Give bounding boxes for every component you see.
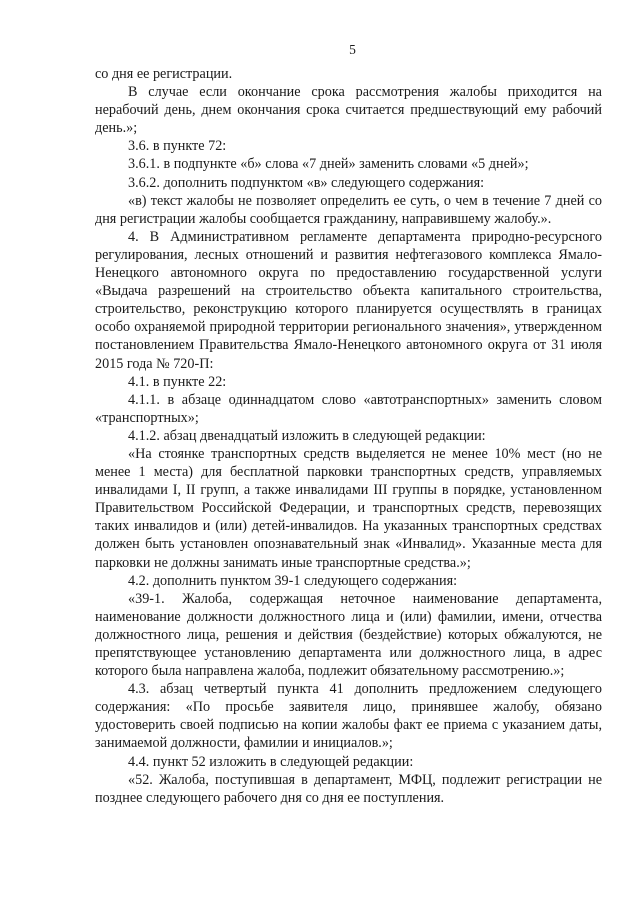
paragraph: 3.6.1. в подпункте «б» слова «7 дней» заменить словами «5 дней»;	[128, 156, 529, 173]
page-number: 5	[349, 42, 356, 57]
document-body	[95, 65, 602, 807]
paragraph: 4.3. абзац четвертый пункта 41 дополнить предложением следующего содержания: «По просьбе заявителя лицо, принявшее жалобу, обязано удостоверить своей подписью на копии жалобы факт ее приема с указанием даты, занимаемой должности, фамилии и инициалов.»;	[95, 681, 602, 752]
paragraph: «На стоянке транспортных средств выделяется не менее 10% мест (но не менее 1 места) для бесплатной парковки транспортных средств, управляемых инвалидами I, II групп, а также инвалидами III группы в порядке, установленном Правительством Российской Федерации, и транспортных средств, перевозящих таких инвалидов и (или) детей-инвалидов. На указанных транспортных средствах должен быть установлен опознавательный знак «Инвалид». Указанные места для парковки не должны занимать иные транспортные средства.»;	[95, 445, 602, 571]
paragraph: В случае если окончание срока рассмотрения жалобы приходится на нерабочий день, днем окончания срока считается предшествующий ему рабочий день.»;	[95, 84, 602, 137]
paragraph: 4.1.1. в абзаце одиннадцатом слово «автотранспортных» заменить словом «транспортных»;	[95, 391, 602, 426]
paragraph: 4.2. дополнить пунктом 39-1 следующего содержания:	[128, 572, 458, 589]
paragraph: 3.6.2. дополнить подпунктом «в» следующего содержания:	[128, 174, 485, 191]
paragraph: 4.1.2. абзац двенадцатый изложить в следующей редакции:	[128, 427, 486, 444]
paragraph: «39-1. Жалоба, содержащая неточное наименование департамента, наименование должности должностного лица и (или) фамилии, имени, отчества должностного лица, решения и действия (бездействие) которых обжалуются, не препятствующее установлению департамента или должностного лица, в адрес которого была направлена жалоба, подлежит обязательному рассмотрению.»;	[95, 590, 602, 680]
paragraph: 3.6. в пункте 72:	[128, 138, 227, 155]
paragraph: 4.4. пункт 52 изложить в следующей редакции:	[128, 753, 414, 770]
paragraph: «52. Жалоба, поступившая в департамент, МФЦ, подлежит регистрации не позднее следующего рабочего дня со дня ее поступления.	[95, 771, 602, 806]
paragraph: со дня ее регистрации.	[95, 66, 233, 82]
paragraph: 4. В Административном регламенте департамента природно-ресурсного регулирования, лесных отношений и развития нефтегазового комплекса Ямало-Ненецкого автономного округа по предоставлению государственной услуги «Выдача разрешений на строительство объекта капитального строительства, строительство, реконструкцию которого планируется осуществлять в границах особо охраняемой природной территории регионального значения», утвержденном постановлением Правительства Ямало-Ненецкого автономного округа от 31 июля 2015 года № 720-П:	[95, 228, 602, 372]
paragraph: 4.1. в пункте 22:	[128, 373, 227, 390]
paragraph: «в) текст жалобы не позволяет определить ее суть, о чем в течение 7 дней со дня регистрации жалобы сообщается гражданину, направившему жалобу.».	[95, 192, 602, 227]
